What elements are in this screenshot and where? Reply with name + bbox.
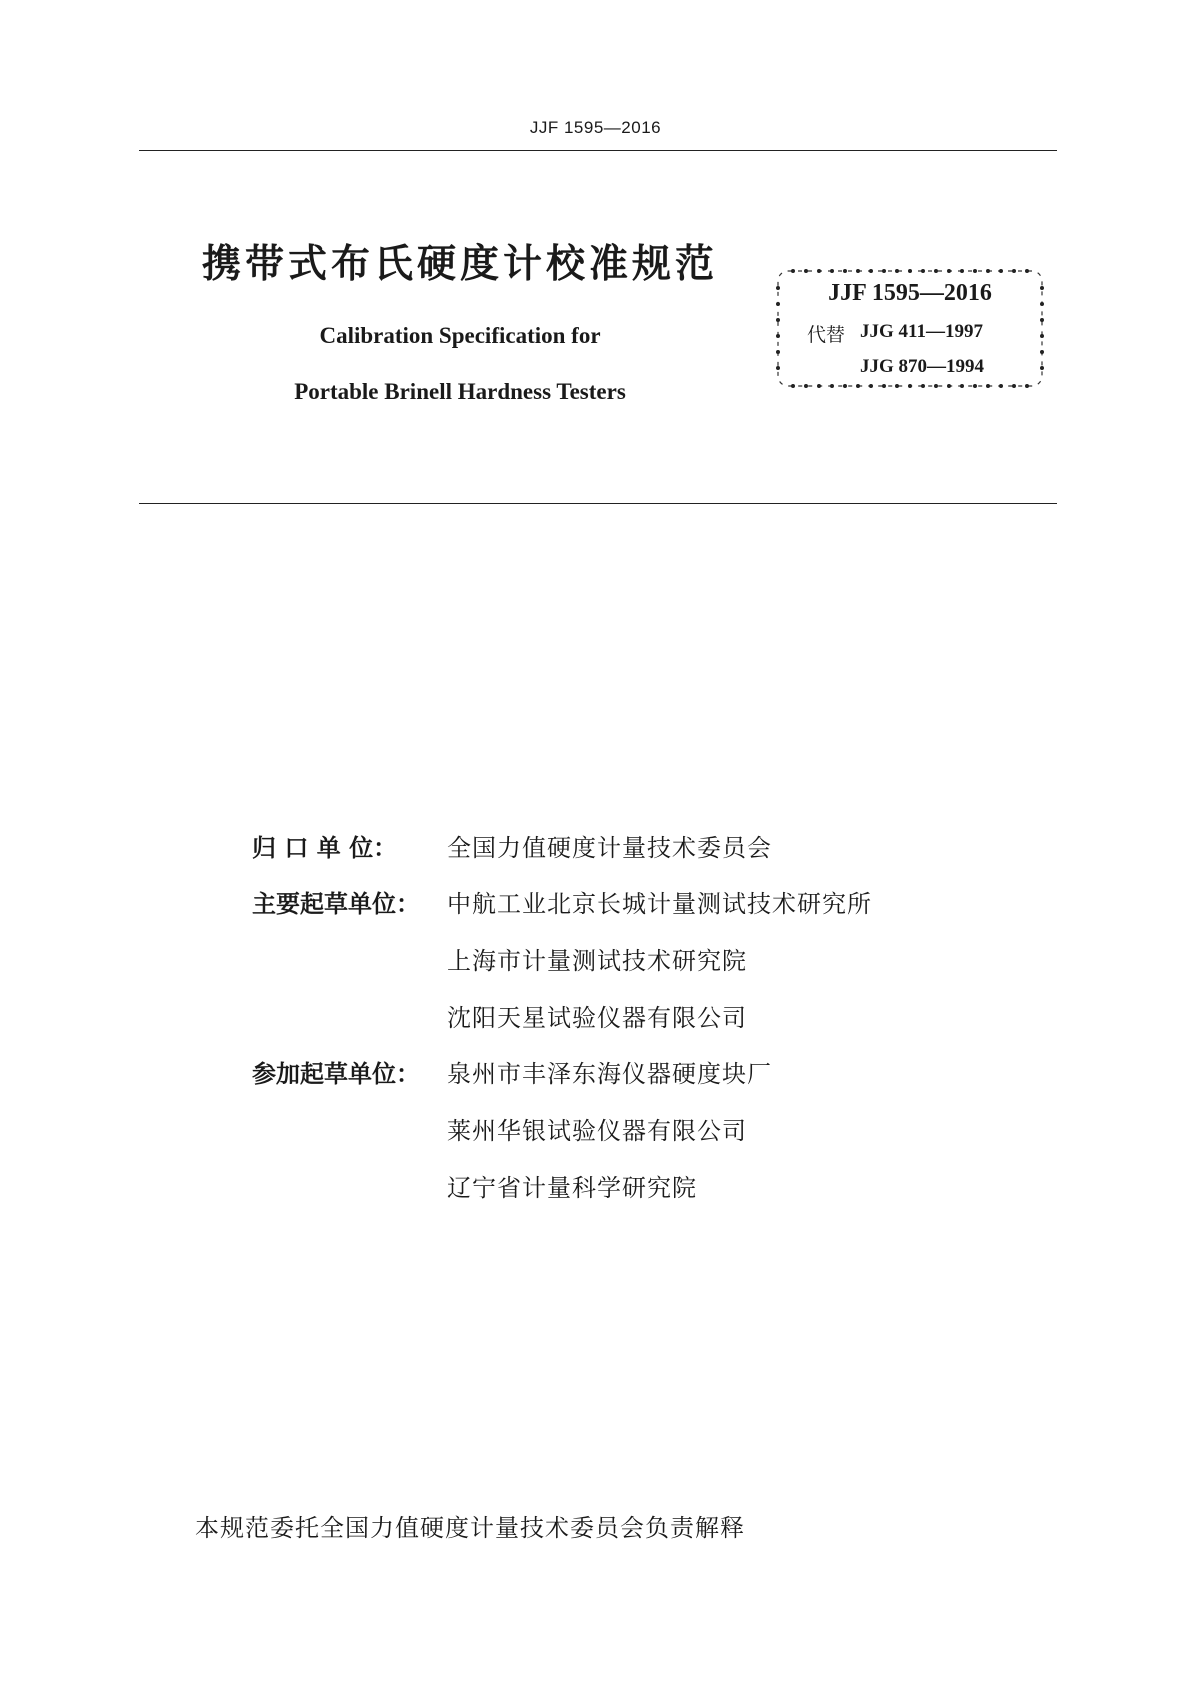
border-dot <box>1040 334 1044 338</box>
border-dot <box>1025 384 1029 388</box>
header-rule <box>139 150 1057 151</box>
unit-value: 沈阳天星试验仪器有限公司 <box>447 1004 747 1032</box>
border-dot <box>869 269 873 273</box>
border-dot <box>856 269 860 273</box>
border-dot <box>973 384 977 388</box>
border-dot <box>1012 269 1016 273</box>
border-dot <box>843 384 847 388</box>
border-dot <box>960 384 964 388</box>
unit-label: 参加起草单位： <box>252 1060 420 1088</box>
title-english-line1: Calibration Specification for <box>319 323 601 348</box>
border-dot <box>804 269 808 273</box>
border-dot <box>843 269 847 273</box>
border-dot <box>986 269 990 273</box>
border-dot <box>776 366 780 370</box>
border-dot <box>1025 269 1029 273</box>
border-dot <box>882 384 886 388</box>
border-dot <box>934 269 938 273</box>
border-dot <box>830 269 834 273</box>
unit-value: 辽宁省计量科学研究院 <box>447 1174 697 1202</box>
running-header: JJF 1595—2016 <box>529 118 662 137</box>
border-dot <box>960 269 964 273</box>
border-dot <box>934 384 938 388</box>
border-dot <box>830 384 834 388</box>
unit-label: 归 口 单 位： <box>252 834 398 862</box>
standard-code-box <box>775 268 1045 389</box>
replaced-code-1: JJG 411—1997 <box>860 321 983 342</box>
border-dot <box>791 269 795 273</box>
unit-value: 上海市计量测试技术研究院 <box>447 947 747 975</box>
border-dot <box>999 384 1003 388</box>
border-dot <box>817 384 821 388</box>
border-dot <box>986 384 990 388</box>
border-dot <box>895 384 899 388</box>
unit-label: 主要起草单位： <box>252 890 420 918</box>
title-chinese: 携带式布氏硬度计校准规范 <box>202 242 719 287</box>
border-dot <box>973 269 977 273</box>
border-dot <box>776 350 780 354</box>
border-dot <box>776 334 780 338</box>
unit-value: 中航工业北京长城计量测试技术研究所 <box>447 890 872 918</box>
border-dot <box>908 384 912 388</box>
border-dot <box>776 318 780 322</box>
standard-code: JJF 1595—2016 <box>828 280 992 306</box>
interpretation-note: 本规范委托全国力值硬度计量技术委员会负责解释 <box>195 1514 745 1542</box>
border-dot <box>869 384 873 388</box>
border-dot <box>804 384 808 388</box>
border-dot <box>999 269 1003 273</box>
border-dot <box>882 269 886 273</box>
title-rule <box>139 503 1057 504</box>
border-dot <box>908 269 912 273</box>
replaced-code-2: JJG 870—1994 <box>860 356 985 377</box>
border-dot <box>817 269 821 273</box>
border-dot <box>1040 366 1044 370</box>
replace-label: 代替 <box>807 324 846 346</box>
border-dot <box>856 384 860 388</box>
border-dot <box>1040 350 1044 354</box>
border-dot <box>791 384 795 388</box>
border-dot <box>947 269 951 273</box>
title-english-line2: Portable Brinell Hardness Testers <box>294 379 626 404</box>
border-dot <box>1012 384 1016 388</box>
unit-value: 泉州市丰泽东海仪器硬度块厂 <box>447 1060 772 1088</box>
border-dot <box>921 269 925 273</box>
border-dot <box>947 384 951 388</box>
border-dot <box>921 384 925 388</box>
border-dot <box>895 269 899 273</box>
unit-value: 全国力值硬度计量技术委员会 <box>447 834 772 862</box>
border-dot <box>1040 318 1044 322</box>
unit-value: 莱州华银试验仪器有限公司 <box>447 1117 747 1145</box>
